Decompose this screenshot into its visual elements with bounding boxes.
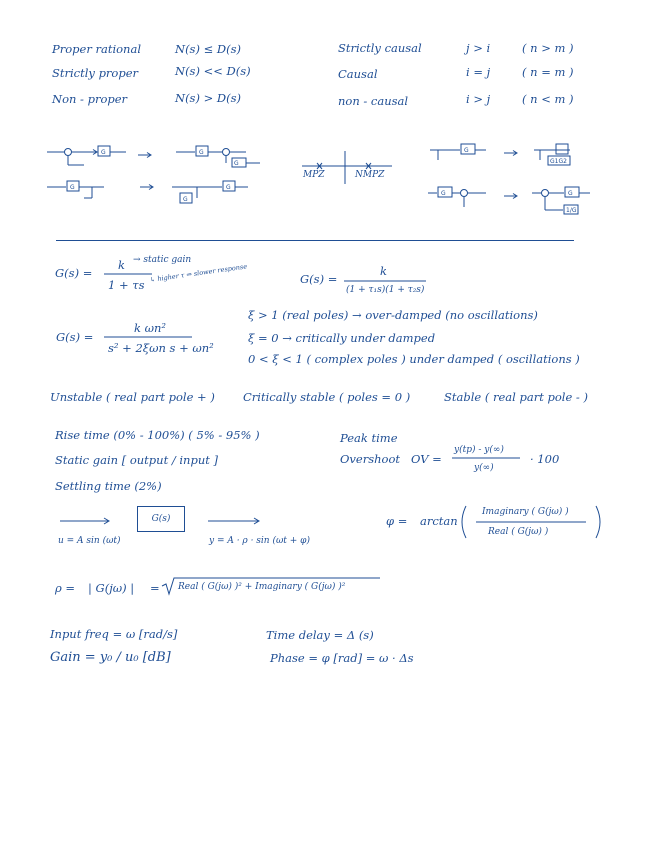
time-delay: Time delay = Δ (s) [266,628,374,642]
output-arrowhead [254,518,259,524]
alt-first-order-lhs: G(s) = [300,272,338,286]
second-order-numerator: k ωn² [134,321,167,335]
nmpz-label: NMPZ [355,170,385,180]
input-signal: u = A sin (ωt) [58,536,121,546]
alt-first-order-numerator: k [380,264,387,278]
mpz-label: MPZ [303,170,325,180]
tau-note: ↳ higher τ ⇒ slower response [149,262,248,284]
g-label-7: G [464,147,469,154]
proper-rational-label: Proper rational [52,42,141,56]
settling-time: Settling time (2%) [55,479,162,493]
case-underdamped: 0 < ξ < 1 ( complex poles ) under damped ( oscillations ) [248,352,580,366]
non-proper-label: Non - proper [52,92,128,106]
g1g2-label: G1G2 [550,158,567,165]
input-frequency: Input freq = ω [rad/s] [50,627,178,641]
g-label-3: G [234,160,239,167]
phase-right-paren [596,506,600,538]
causal-relation: i = j [466,65,491,79]
phase-numerator: Imaginary ( G(jω) ) [482,507,569,517]
overshoot-denominator: y(∞) [474,463,494,473]
strictly-proper-label: Strictly proper [52,66,139,80]
peak-time: Peak time [340,431,398,445]
first-order-denominator: 1 + τs [108,278,145,292]
g-label-4: G [70,184,75,191]
overshoot-factor: · 100 [530,452,560,466]
rise-time: Rise time (0% - 100%) ( 5% - 95% ) [55,428,260,442]
diagram-feedback-loop [428,187,590,214]
g-label-8: G [441,190,446,197]
diagram-move-summing-after-block [47,146,260,167]
transfer-block [137,506,185,532]
phase-function: arctan [420,514,458,528]
rho-expression: Real ( G(jω) )² + Imaginary ( G(jω) )² [178,582,346,592]
g-label-6: G [183,196,188,203]
g-label-1: G [101,149,106,156]
transfer-block-label: G(s) [151,514,171,524]
non-causal-cond: ( n < m ) [522,92,574,106]
rho-lhs: ρ = [55,581,76,595]
causal-cond: ( n = m ) [522,65,574,79]
proper-rational-relation: N(s) ≤ D(s) [175,42,241,56]
first-order-numerator: k [118,258,125,272]
phase-left-paren [462,506,466,538]
case-critical: ξ = 0 → critically under damped [248,331,436,345]
non-causal-label: non - causal [338,94,409,108]
phase-definition: Phase = φ [rad] = ω · Δs [270,651,414,665]
g-inverse-label: 1/G [566,207,577,214]
input-arrowhead [104,518,109,524]
alt-first-order-denominator: (1 + τ₁s)(1 + τ₂s) [346,285,425,295]
rho-equals: = [150,581,160,595]
phase-denominator: Real ( G(jω) ) [488,527,549,537]
strictly-causal-relation: j > i [466,41,491,55]
rho-modulus: | G(jω) | [88,581,135,595]
phase-lhs: φ = [386,514,408,528]
stable-note: Stable ( real part pole - ) [444,390,588,404]
output-signal: y = A · ρ · sin (ωt + φ) [209,536,310,546]
strictly-proper-relation: N(s) << D(s) [175,64,251,78]
unstable-note: Unstable ( real part pole + ) [50,390,215,404]
causal-label: Causal [338,67,378,81]
case-overdamped: ξ > 1 (real poles) → over-damped (no oscillations) [248,308,538,322]
second-order-denominator: s² + 2ξωn s + ωn² [108,341,214,355]
gain-definition: Gain = y₀ / u₀ [dB] [50,650,171,665]
overshoot-numerator: y(tp) - y(∞) [454,445,504,455]
diagram-move-pickoff [47,181,248,203]
diagram-series-blocks [430,144,570,165]
overshoot-lhs: OV = [411,452,442,466]
g-label-2: G [199,149,204,156]
overshoot-label: Overshoot [340,452,401,466]
critically-stable-note: Critically stable ( poles = 0 ) [243,390,411,404]
first-order-lhs: G(s) = [55,266,93,280]
section-divider [56,240,574,241]
static-gain: Static gain [ output / input ] [55,453,218,467]
non-proper-relation: N(s) > D(s) [175,91,241,105]
g-label-9: G [568,190,573,197]
static-gain-note: → static gain [133,255,192,265]
strictly-causal-label: Strictly causal [338,41,422,55]
strictly-causal-cond: ( n > m ) [522,41,574,55]
g-label-5: G [226,184,231,191]
second-order-lhs: G(s) = [56,330,94,344]
non-causal-relation: i > j [466,92,491,106]
